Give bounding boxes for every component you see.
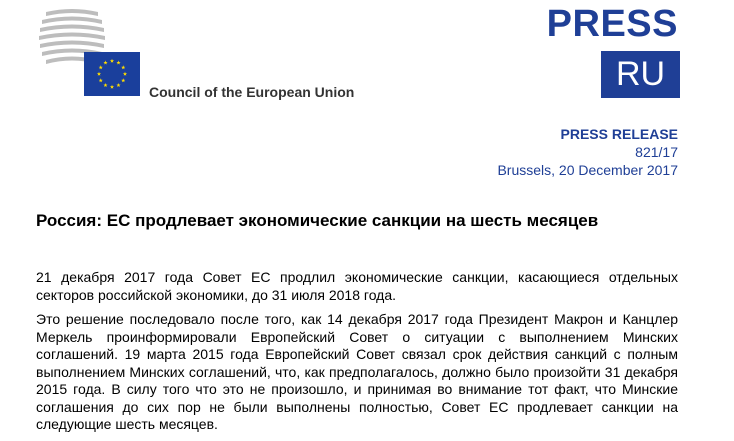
press-heading: PRESS [546,3,678,45]
article-paragraph: Это решение последовало после того, как 14 декабря 2017 года Президент Макрон и Канцлер Меркель проинформировали Европейский Совет о ситуации с выполнением Минских соглашений. 19 марта 2015 года Европейский Совет связал срок действия санкций с полным выполнением Минских соглашений, что, как предполагалось, должно было произойти 31 декабря 2015 года. В силу того что это не произошло, и принимая во внимание тот факт, что Минские соглашения до сих пор не были выполнены полностью, Совет ЕС продлевает санкции на следующие шесть месяцев. [36,311,678,432]
article-body [36,269,678,441]
release-info [497,125,678,179]
article-headline: Россия: ЕС продлевает экономические санкции на шесть месяцев [36,211,599,230]
article-paragraph: 21 декабря 2017 года Совет ЕС продлил экономические санкции, касающиеся отдельных секторов российской экономики, до 31 июля 2018 года. [36,269,678,303]
release-place-date: Brussels, 20 December 2017 [497,162,678,178]
organization-name: Council of the European Union [149,84,355,100]
release-number: 821/17 [635,144,678,160]
eu-flag-icon [84,52,140,96]
release-label: PRESS RELEASE [560,126,678,142]
language-badge: RU [601,51,680,98]
